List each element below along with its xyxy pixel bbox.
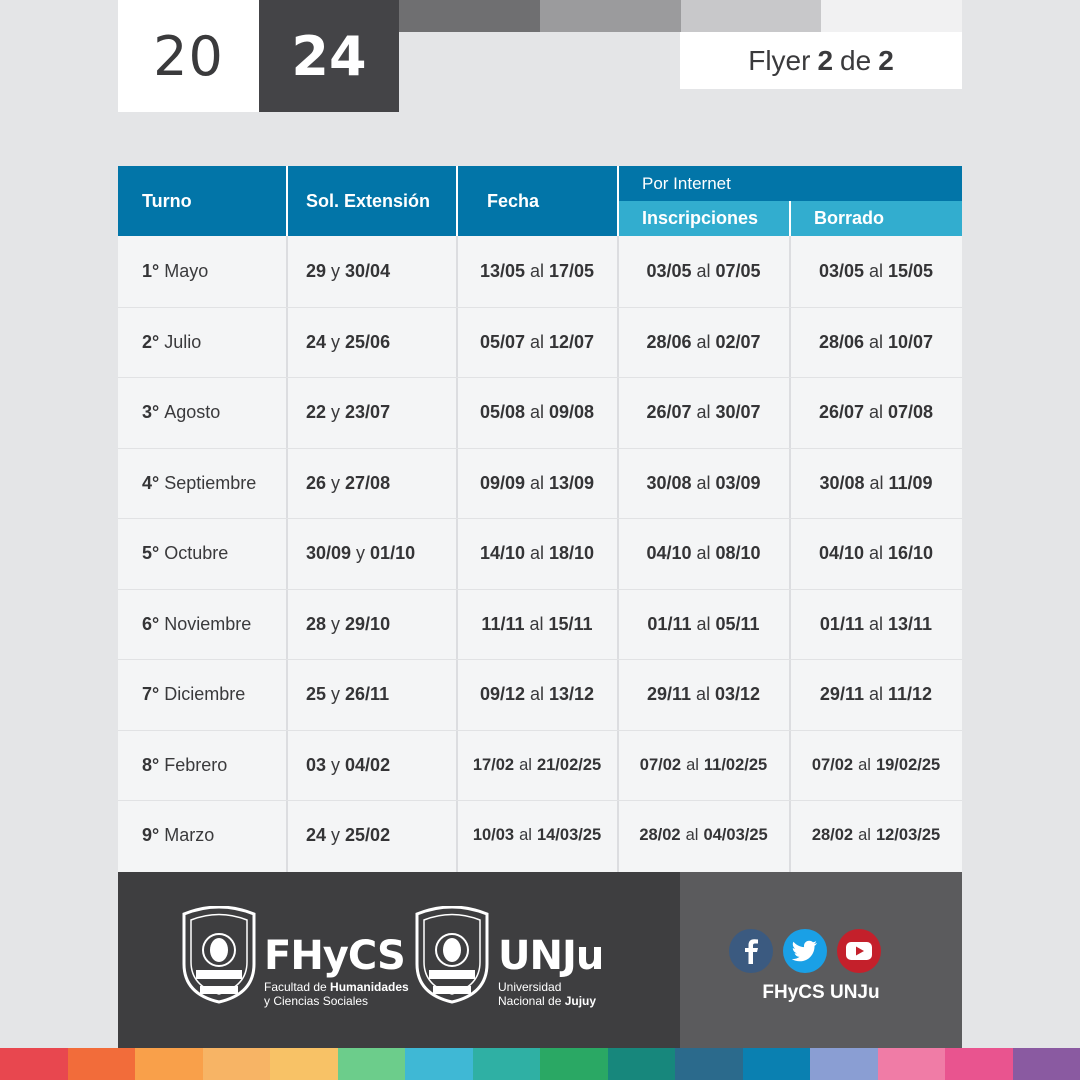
connector-y: y [331,260,341,281]
color-stripe-segment [608,1048,676,1080]
inscripciones-end: 11/02/25 [703,755,768,774]
connector-al: al [529,613,544,634]
borrado-end: 13/11 [888,613,933,634]
fecha-start: 05/07 [479,331,525,352]
connector-al: al [696,683,711,704]
sol-extension-cell [288,377,458,447]
unju-seal-icon [411,906,493,1006]
connector-al: al [529,331,544,352]
header-inscripciones: Inscripciones [642,208,759,228]
inscripciones-start: 28/02 [639,825,681,844]
year-first-half: 20 [118,0,259,112]
turno-number: 7° [142,683,160,704]
header-por-internet: Por Internet [642,173,731,193]
inscripciones-end: 05/11 [715,613,760,634]
header-borrado: Borrado [814,208,885,228]
footer-social [680,872,962,1048]
connector-y: y [331,754,341,775]
color-stripe-segment [540,1048,608,1080]
borrado-start: 29/11 [819,683,864,704]
connector-al: al [685,825,699,844]
connector-al: al [696,542,711,563]
borrado-start: 28/06 [818,331,864,352]
unju-brand [498,933,604,1008]
turno-cell [142,659,302,729]
header-divider [286,166,288,236]
fecha-end: 09/08 [549,401,595,422]
borrado-cell [790,659,962,729]
connector-al: al [696,331,711,352]
fecha-cell [457,236,617,306]
flyer-word: Flyer [748,44,811,76]
connector-y: y [331,824,341,845]
turno-cell [142,800,302,870]
sol-end: 25/06 [345,331,391,352]
borrado-start: 30/08 [819,472,865,493]
header-fecha: Fecha [487,190,540,211]
inscripciones-end: 07/05 [715,260,761,281]
turno-number: 3° [142,401,160,422]
header-turno: Turno [142,190,192,211]
unju-sub-2a: Nacional de [498,994,565,1008]
turno-month: Febrero [164,754,228,775]
borrado-end: 07/08 [888,401,934,422]
facebook-icon[interactable] [729,929,773,973]
borrado-end: 12/03/25 [875,825,941,844]
sol-extension-cell [288,589,458,659]
header-gray-block-4 [821,0,962,32]
connector-al: al [868,260,883,281]
color-stripe-segment [675,1048,743,1080]
header-divider [617,166,619,236]
fhycs-sub-1b: Humanidades [330,980,409,994]
fecha-end: 17/05 [549,260,595,281]
fecha-end: 13/12 [549,683,595,704]
turno-cell [142,730,302,800]
footer-logos [118,872,680,1048]
borrado-end: 16/10 [888,542,934,563]
social-handle: FHyCS UNJu [762,982,880,1003]
borrado-cell [790,730,962,800]
connector-al: al [529,401,544,422]
sol-start: 26 [306,472,327,493]
turno-month: Mayo [164,260,209,281]
borrado-cell [790,307,962,377]
turno-number: 4° [142,472,160,493]
turno-cell [142,307,302,377]
header-sol-extension: Sol. Extensión [306,190,431,211]
fecha-cell [457,377,617,447]
fecha-start: 10/03 [472,825,515,844]
sol-start: 24 [306,331,327,352]
fecha-start: 09/12 [479,683,525,704]
borrado-cell [790,518,962,588]
color-stripe-segment [878,1048,946,1080]
fecha-cell [457,518,617,588]
turno-month: Agosto [164,401,221,422]
color-stripe-segment [945,1048,1013,1080]
inscripciones-start: 01/11 [647,613,692,634]
twitter-icon[interactable] [783,929,827,973]
turno-number: 6° [142,613,160,634]
borrado-end: 11/09 [888,472,933,493]
borrado-cell [790,448,962,518]
inscripciones-end: 03/09 [715,472,761,493]
borrado-start: 03/05 [818,260,864,281]
color-stripe-segment [1013,1048,1080,1080]
sol-start: 25 [306,683,327,704]
inscripciones-cell [618,236,789,306]
fecha-start: 05/08 [479,401,525,422]
borrado-end: 15/05 [888,260,934,281]
sol-end: 27/08 [345,472,391,493]
inscripciones-start: 07/02 [639,755,682,774]
fecha-end: 14/03/25 [536,825,602,844]
turno-number: 2° [142,331,160,352]
sol-start: 28 [306,613,327,634]
fhycs-sub-2: y Ciencias Sociales [264,994,369,1008]
sol-extension-cell [288,730,458,800]
inscripciones-cell [618,448,789,518]
connector-al: al [868,613,883,634]
sol-extension-cell [288,448,458,518]
inscripciones-start: 29/11 [646,683,691,704]
turno-number: 1° [142,260,160,281]
connector-al: al [529,542,544,563]
schedule-table [118,166,962,872]
borrado-start: 01/11 [819,613,864,634]
inscripciones-start: 30/08 [646,472,692,493]
turno-cell [142,518,302,588]
sol-extension-cell [288,800,458,870]
connector-al: al [868,401,883,422]
sol-end: 04/02 [345,754,391,775]
flyer-total: 2 [878,44,894,76]
fecha-cell [457,589,617,659]
connector-al: al [529,683,544,704]
borrado-cell [790,236,962,306]
fecha-start: 11/11 [481,613,525,634]
year-second-half: 24 [259,0,399,112]
color-stripe-segment [743,1048,811,1080]
color-stripe-segment [0,1048,68,1080]
sol-start: 03 [306,754,327,775]
header-gray-block-3 [681,0,821,32]
turno-month: Marzo [164,824,215,845]
turno-number: 8° [142,754,160,775]
connector-al: al [868,542,883,563]
connector-al: al [858,825,871,844]
connector-y: y [331,401,341,422]
color-stripe-segment [270,1048,338,1080]
connector-al: al [696,472,711,493]
fhycs-subtitle [264,980,409,1008]
fhycs-sub-1a: Facultad de [264,980,331,994]
turno-cell [142,589,302,659]
color-stripe-segment [203,1048,271,1080]
sol-start: 29 [306,260,327,281]
fecha-cell [457,659,617,729]
sol-end: 01/10 [370,542,416,563]
youtube-icon[interactable] [837,929,881,973]
connector-al: al [519,825,532,844]
connector-al: al [868,331,883,352]
borrado-start: 04/10 [818,542,864,563]
color-stripe-segment [473,1048,541,1080]
header-divider [789,201,791,236]
connector-y: y [331,613,341,634]
connector-al: al [519,755,532,774]
connector-al: al [868,683,883,704]
fecha-cell [457,448,617,518]
borrado-cell [790,589,962,659]
color-stripe-segment [338,1048,406,1080]
header-divider [456,166,458,236]
inscripciones-start: 28/06 [646,331,692,352]
fhycs-title: FHyCS [264,933,405,979]
sol-extension-cell [288,307,458,377]
inscripciones-cell [618,589,789,659]
inscripciones-end: 08/10 [715,542,761,563]
sol-end: 26/11 [345,683,390,704]
color-stripe-segment [810,1048,878,1080]
color-stripe-segment [405,1048,473,1080]
connector-al: al [858,755,871,774]
borrado-end: 11/12 [888,683,933,704]
flyer-de: de [840,44,872,76]
turno-cell [142,236,302,306]
inscripciones-end: 30/07 [715,401,761,422]
sol-end: 23/07 [345,401,391,422]
header-gray-block-2 [540,0,681,32]
fecha-start: 14/10 [479,542,525,563]
inscripciones-cell [618,800,789,870]
turno-cell [142,448,302,518]
unju-sub-1: Universidad [498,980,562,994]
borrado-start: 28/02 [811,825,854,844]
sol-extension-cell [288,236,458,306]
inscripciones-cell [618,730,789,800]
unju-title: UNJu [498,933,604,979]
fecha-end: 12/07 [549,331,595,352]
inscripciones-cell [618,377,789,447]
connector-y: y [331,331,341,352]
borrado-end: 19/02/25 [875,755,941,774]
turno-month: Julio [164,331,202,352]
connector-al: al [696,401,711,422]
sol-extension-cell [288,518,458,588]
fecha-end: 15/11 [548,613,593,634]
borrado-cell [790,377,962,447]
unju-subtitle [498,980,603,1008]
inscripciones-cell [618,518,789,588]
inscripciones-start: 04/10 [646,542,692,563]
fecha-cell [457,800,617,870]
fecha-end: 13/09 [549,472,595,493]
fecha-end: 21/02/25 [536,755,602,774]
borrado-start: 26/07 [818,401,864,422]
connector-al: al [529,260,544,281]
flyer-counter [680,32,962,89]
fecha-start: 13/05 [479,260,525,281]
connector-al: al [696,613,711,634]
inscripciones-start: 03/05 [646,260,692,281]
inscripciones-end: 03/12 [715,683,761,704]
turno-number: 5° [142,542,160,563]
fecha-end: 18/10 [549,542,595,563]
sol-extension-cell [288,659,458,729]
turno-month: Diciembre [164,683,246,704]
turno-number: 9° [142,824,160,845]
inscripciones-start: 26/07 [646,401,692,422]
borrado-start: 07/02 [811,755,854,774]
turno-cell [142,377,302,447]
inscripciones-cell [618,307,789,377]
inscripciones-end: 02/07 [715,331,761,352]
fecha-start: 17/02 [472,755,515,774]
turno-month: Octubre [164,542,229,563]
fhycs-seal-icon [178,906,260,1006]
sol-start: 24 [306,824,327,845]
borrado-cell [790,800,962,870]
unju-sub-2b: Jujuy [564,994,597,1008]
sol-end: 29/10 [345,613,391,634]
connector-al: al [529,472,544,493]
turno-month: Noviembre [164,613,252,634]
header-gray-block-1 [399,0,540,32]
connector-y: y [331,472,341,493]
fecha-cell [457,307,617,377]
flyer-current: 2 [817,44,834,76]
color-stripe-segment [135,1048,203,1080]
connector-al: al [686,755,699,774]
sol-start: 22 [306,401,327,422]
sol-end: 25/02 [345,824,391,845]
sol-start: 30/09 [306,542,352,563]
sol-end: 30/04 [345,260,391,281]
turno-month: Septiembre [164,472,257,493]
color-stripe-segment [68,1048,136,1080]
connector-y: y [331,683,341,704]
connector-al: al [869,472,884,493]
fecha-start: 09/09 [479,472,525,493]
borrado-end: 10/07 [888,331,934,352]
connector-y: y [356,542,366,563]
inscripciones-cell [618,659,789,729]
fhycs-brand [264,933,409,1008]
inscripciones-end: 04/03/25 [703,825,768,844]
fecha-cell [457,730,617,800]
connector-al: al [696,260,711,281]
